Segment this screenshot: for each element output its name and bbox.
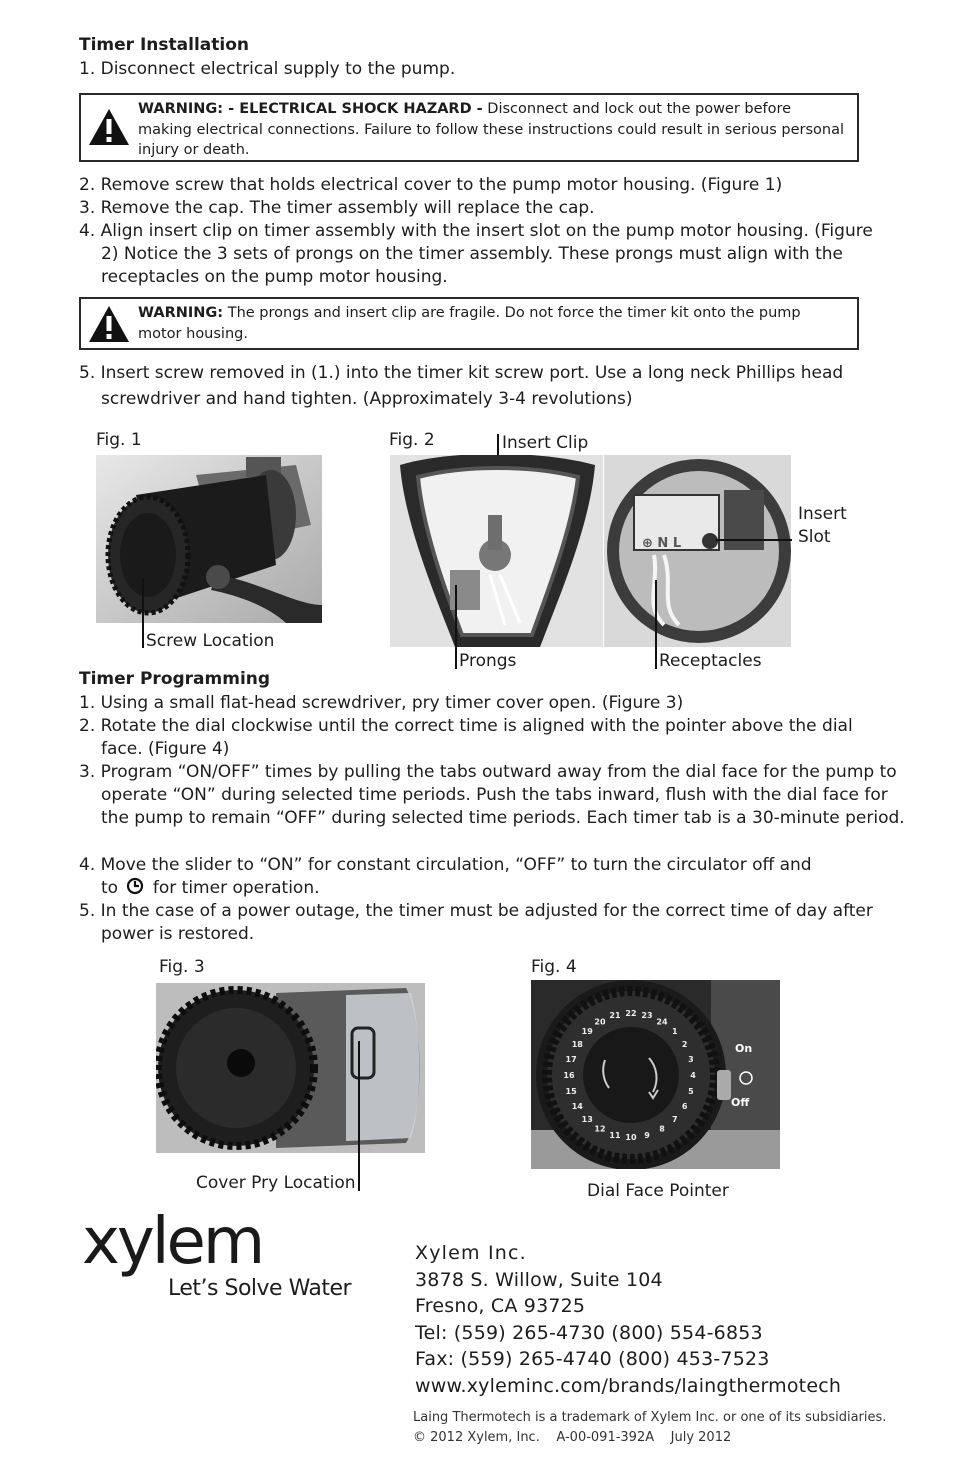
fig2-prongs-callout-line xyxy=(455,585,457,669)
address-fax: Fax: (559) 265-4740 (800) 453-7523 xyxy=(415,1348,770,1370)
fig2-callout-prongs: Prongs xyxy=(459,651,517,671)
address-block xyxy=(415,1240,841,1399)
fig2-timer-photo xyxy=(390,455,603,647)
warning-text-electrical xyxy=(138,99,847,161)
program-step-4-line2 xyxy=(101,877,320,900)
dial-number: 6 xyxy=(681,1102,688,1111)
install-step-3: 3. Remove the cap. The timer assembly will replace the cap. xyxy=(79,198,595,218)
dial-number: 18 xyxy=(571,1040,583,1049)
warning-text-fragile xyxy=(138,303,847,344)
fig3-callout-label: Cover Pry Location xyxy=(196,1173,356,1193)
dial-number: 20 xyxy=(594,1017,606,1027)
dial-number: 12 xyxy=(594,1124,606,1134)
timer-cover-image xyxy=(156,983,425,1153)
installation-heading: Timer Installation xyxy=(79,35,249,55)
warning-label: WARNING: xyxy=(138,305,224,321)
fig3-photo xyxy=(156,983,425,1153)
fig4-caption: Fig. 4 xyxy=(531,957,577,977)
fig2-callout-receptacles: Receptacles xyxy=(659,651,762,671)
step4-to: to xyxy=(101,878,119,898)
dial-number: 1 xyxy=(672,1027,678,1037)
warning-body: The prongs and insert clip are fragile. Do not force the timer kit onto the pump motor housing. xyxy=(138,305,801,342)
footer-copyright: © 2012 Xylem, Inc. A-00-091-392A July 2012 xyxy=(413,1430,732,1445)
warning-triangle-icon xyxy=(87,304,131,344)
fig3-caption: Fig. 3 xyxy=(159,957,205,977)
fig3-callout-line xyxy=(358,1041,360,1191)
dial-number: 9 xyxy=(644,1130,650,1140)
dial-number: 23 xyxy=(641,1011,653,1021)
dial-number: 19 xyxy=(581,1027,593,1037)
timer-assembly-image xyxy=(390,455,603,647)
address-city: Fresno, CA 93725 xyxy=(415,1295,586,1317)
fig1-callout-label: Screw Location xyxy=(146,631,275,651)
warning-box-fragile xyxy=(79,297,859,350)
warning-body: Disconnect and lock out the power before making electrical connections. Failure to follow these instructions could result in serious personal injury or death. xyxy=(138,101,845,158)
fig2-caption: Fig. 2 xyxy=(389,430,435,450)
address-web[interactable]: www.xyleminc.com/brands/laingthermotech xyxy=(415,1374,842,1397)
dial-number: 5 xyxy=(688,1087,694,1096)
dial-number: 7 xyxy=(672,1114,678,1124)
xylem-logo-wordmark xyxy=(82,1207,312,1285)
step4-rest: for timer operation. xyxy=(152,878,320,898)
dial-number: 17 xyxy=(565,1055,577,1064)
dial-number: 10 xyxy=(625,1133,637,1142)
dial-number: 22 xyxy=(625,1009,637,1018)
install-step-4: 4. Align insert clip on timer assembly with the insert slot on the pump motor housing. (Figure 2) Notice the 3 sets of prongs on the timer assembly. These prongs must align with the receptacles on the pump motor housing. xyxy=(79,221,873,287)
fig2-housing-photo xyxy=(604,455,791,647)
program-step-4-line1: 4. Move the slider to “ON” for constant circulation, “OFF” to turn the circulator off and xyxy=(79,855,812,875)
pump-motor-image xyxy=(96,455,322,623)
program-step-5: 5. In the case of a power outage, the timer must be adjusted for the correct time of day after power is restored. xyxy=(79,901,873,944)
fig2-callout-insert: Insert xyxy=(798,504,847,524)
terminal-labels: ⊕ N L xyxy=(642,536,682,551)
dial-number: 24 xyxy=(656,1017,668,1027)
address-company: Xylem Inc. xyxy=(415,1242,527,1264)
fig2-callout-slot: Slot xyxy=(798,527,831,547)
dial-face-image xyxy=(531,980,780,1169)
footer-trademark: Laing Thermotech is a trademark of Xylem Inc. or one of its subsidiaries. xyxy=(413,1410,887,1425)
fig1-photo xyxy=(96,455,322,623)
fig4-callout-label: Dial Face Pointer xyxy=(587,1181,729,1201)
slider-on-label: On xyxy=(735,1042,753,1055)
motor-housing-image xyxy=(604,455,791,647)
dial-number: 4 xyxy=(690,1071,696,1080)
dial-number: 15 xyxy=(565,1087,577,1096)
fig2-slot-callout-line xyxy=(716,539,792,541)
fig2-receptacles-callout-line xyxy=(655,580,657,669)
timer-clock-icon xyxy=(126,877,144,895)
slider-off-label: Off xyxy=(731,1096,750,1109)
program-step-3: 3. Program “ON/OFF” times by pulling the tabs outward away from the dial face for the pump to operate “ON” during selected time periods. Push the tabs inward, flush with the dial face for the pump to remain “OFF” during selected time periods. Each timer tab is a 30-minute period. xyxy=(79,762,905,828)
fig1-caption: Fig. 1 xyxy=(96,430,142,450)
program-step-2: 2. Rotate the dial clockwise until the correct time is aligned with the pointer above the dial face. (Figure 4) xyxy=(79,716,853,759)
programming-heading: Timer Programming xyxy=(79,669,271,689)
logo-text: xylem xyxy=(82,1207,263,1279)
dial-number: 14 xyxy=(571,1102,583,1111)
fig4-photo xyxy=(531,980,780,1169)
dial-number: 11 xyxy=(609,1130,621,1140)
dial-number: 3 xyxy=(688,1055,694,1064)
dial-number: 13 xyxy=(581,1114,593,1124)
warning-box-electrical xyxy=(79,93,859,162)
dial-number: 8 xyxy=(659,1124,665,1134)
warning-label: WARNING: - ELECTRICAL SHOCK HAZARD - xyxy=(138,101,483,117)
dial-number: 16 xyxy=(563,1071,575,1080)
brand-tagline: Let’s Solve Water xyxy=(168,1276,352,1301)
install-step-1: 1. Disconnect electrical supply to the pump. xyxy=(79,59,456,79)
install-step-2: 2. Remove screw that holds electrical cover to the pump motor housing. (Figure 1) xyxy=(79,175,783,195)
address-street: 3878 S. Willow, Suite 104 xyxy=(415,1268,663,1291)
dial-number: 2 xyxy=(681,1040,688,1049)
program-step-1: 1. Using a small flat-head screwdriver, pry timer cover open. (Figure 3) xyxy=(79,693,684,713)
fig2-callout-insert-clip: Insert Clip xyxy=(502,433,589,453)
install-step-5: 5. Insert screw removed in (1.) into the timer kit screw port. Use a long neck Phillips head screwdriver and hand tighten. (Approximately 3-4 revolutions) xyxy=(79,363,844,409)
dial-number: 21 xyxy=(609,1011,621,1021)
address-tel: Tel: (559) 265-4730 (800) 554-6853 xyxy=(415,1321,763,1344)
warning-triangle-icon xyxy=(87,107,131,147)
fig1-callout-line xyxy=(142,578,144,648)
